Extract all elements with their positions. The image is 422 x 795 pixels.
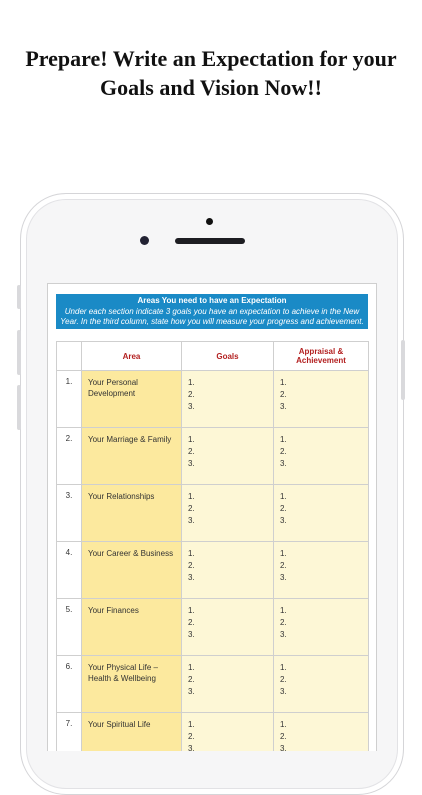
appraisal-line: 2.	[280, 618, 287, 627]
volume-up-button	[17, 330, 21, 375]
row-number: 5.	[57, 599, 82, 656]
appraisal-line: 2.	[280, 732, 287, 741]
appraisal-cell[interactable]	[274, 371, 369, 428]
goal-line: 1.	[188, 378, 195, 387]
appraisal-line: 1.	[280, 492, 287, 501]
appraisal-line: 1.	[280, 549, 287, 558]
appraisal-line: 1.	[280, 378, 287, 387]
appraisal-line: 3.	[280, 573, 287, 582]
column-header-number	[57, 342, 82, 371]
proximity-sensor	[206, 218, 213, 225]
goals-cell[interactable]	[182, 713, 274, 752]
mute-switch	[17, 285, 21, 309]
goal-line: 3.	[188, 516, 195, 525]
goal-line: 2.	[188, 390, 195, 399]
table-row	[57, 713, 369, 752]
goal-line: 2.	[188, 504, 195, 513]
table-row	[57, 656, 369, 713]
goal-line: 1.	[188, 663, 195, 672]
appraisal-cell[interactable]	[274, 485, 369, 542]
goals-cell[interactable]	[182, 485, 274, 542]
appraisal-line: 2.	[280, 561, 287, 570]
column-header-goals: Goals	[182, 342, 274, 371]
table-header-row	[57, 342, 369, 371]
table-row	[57, 599, 369, 656]
appraisal-line: 3.	[280, 744, 287, 751]
area-label: Your Personal Development	[82, 371, 182, 428]
sheet-header	[56, 294, 368, 329]
row-number: 1.	[57, 371, 82, 428]
area-label: Your Relationships	[82, 485, 182, 542]
promo-headline	[0, 44, 422, 102]
table-row	[57, 371, 369, 428]
goal-line: 3.	[188, 573, 195, 582]
goal-line: 1.	[188, 720, 195, 729]
goals-cell[interactable]	[182, 371, 274, 428]
sheet-subtitle: Under each section indicate 3 goals you have an expectation to achieve in the New Year. In the third column, state how you will measure your progress and achievement.	[60, 306, 364, 326]
area-label: Your Marriage & Family	[82, 428, 182, 485]
goal-line: 2.	[188, 675, 195, 684]
goal-line: 1.	[188, 492, 195, 501]
goals-cell[interactable]	[182, 656, 274, 713]
row-number: 3.	[57, 485, 82, 542]
appraisal-line: 1.	[280, 606, 287, 615]
appraisal-line: 3.	[280, 402, 287, 411]
earpiece-speaker	[175, 238, 245, 244]
row-number: 7.	[57, 713, 82, 752]
goal-line: 1.	[188, 606, 195, 615]
area-label: Your Career & Business	[82, 542, 182, 599]
expectation-table	[56, 341, 369, 751]
appraisal-cell[interactable]	[274, 542, 369, 599]
row-number: 4.	[57, 542, 82, 599]
appraisal-line: 1.	[280, 720, 287, 729]
area-label: Your Spiritual Life	[82, 713, 182, 752]
goal-line: 1.	[188, 549, 195, 558]
goal-line: 1.	[188, 435, 195, 444]
appraisal-line: 3.	[280, 630, 287, 639]
appraisal-cell[interactable]	[274, 656, 369, 713]
row-number: 6.	[57, 656, 82, 713]
table-row	[57, 485, 369, 542]
area-label: Your Physical Life – Health & Wellbeing	[82, 656, 182, 713]
appraisal-line: 1.	[280, 663, 287, 672]
goal-line: 3.	[188, 744, 195, 751]
goals-cell[interactable]	[182, 428, 274, 485]
appraisal-line: 2.	[280, 504, 287, 513]
goal-line: 2.	[188, 618, 195, 627]
appraisal-line: 3.	[280, 687, 287, 696]
goal-line: 2.	[188, 447, 195, 456]
table-row	[57, 428, 369, 485]
front-camera-icon	[140, 236, 149, 245]
phone-screen	[47, 283, 377, 751]
table-row	[57, 542, 369, 599]
goal-line: 3.	[188, 402, 195, 411]
appraisal-line: 3.	[280, 459, 287, 468]
appraisal-line: 3.	[280, 516, 287, 525]
appraisal-cell[interactable]	[274, 713, 369, 752]
goals-cell[interactable]	[182, 542, 274, 599]
row-number: 2.	[57, 428, 82, 485]
goals-cell[interactable]	[182, 599, 274, 656]
power-button	[401, 340, 405, 400]
goal-line: 3.	[188, 687, 195, 696]
appraisal-line: 1.	[280, 435, 287, 444]
appraisal-line: 2.	[280, 675, 287, 684]
headline-line-2: Goals and Vision Now!!	[100, 75, 322, 100]
appraisal-line: 2.	[280, 390, 287, 399]
goal-line: 2.	[188, 561, 195, 570]
goal-line: 3.	[188, 630, 195, 639]
column-header-area: Area	[82, 342, 182, 371]
headline-line-1: Prepare! Write an Expectation for your	[25, 46, 397, 71]
appraisal-line: 2.	[280, 447, 287, 456]
goal-line: 2.	[188, 732, 195, 741]
area-label: Your Finances	[82, 599, 182, 656]
column-header-appraisal: Appraisal & Achievement	[274, 342, 369, 371]
appraisal-cell[interactable]	[274, 599, 369, 656]
goal-line: 3.	[188, 459, 195, 468]
appraisal-cell[interactable]	[274, 428, 369, 485]
volume-down-button	[17, 385, 21, 430]
sheet-title: Areas You need to have an Expectation	[137, 296, 287, 305]
